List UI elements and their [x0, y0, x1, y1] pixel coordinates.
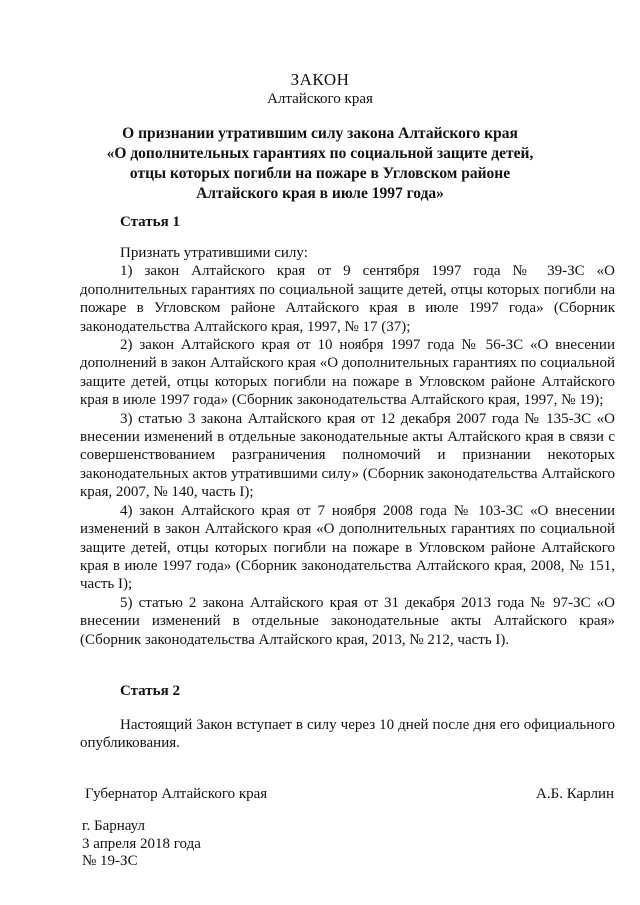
document-region: Алтайского края: [267, 91, 373, 107]
article-1-item: 3) статью 3 закона Алтайского края от 12 декабря 2007 года № 135-ЗС «О внесении изменений в отдельные законодательные акты Алтайского края в связи с совершенствованием разграничения полномочий и признании некоторых законодательных актов утратившими силу» (Сборник законодательства Алтайского края, 2007, № 140, часть I);: [80, 410, 616, 501]
article-2-text: Настоящий Закон вступает в силу через 10 дней после дня его официального опубликования.: [80, 717, 615, 752]
article-1-item: 5) статью 2 закона Алтайского края от 31 декабря 2013 года № 97-ЗС «О внесении изменений в отдельные законодательные акты Алтайского края» (Сборник законодательства Алтайского края, 2013, № 212, часть I).: [80, 594, 615, 648]
signatory-position: Губернатор Алтайского края: [85, 786, 268, 802]
title-line: Алтайского края в июле 1997 года»: [196, 185, 444, 202]
article-1-body: [80, 244, 615, 649]
article-2-heading: Статья 2: [120, 683, 180, 699]
title-line: отцы которых погибли на пожаре в Угловском районе: [129, 165, 511, 182]
article-1-item: 1) закон Алтайского края от 9 сентября 1997 года № 39-ЗС «О дополнительных гарантиях по социальной защите детей, отцы которых погибли на пожаре в Угловском районе Алтайского края в июле 1997 года» (Сборник законодательства Алтайского края, 1997, № 17 (37);: [80, 263, 615, 335]
date: 3 апреля 2018 года: [82, 835, 201, 852]
article-1-intro: Признать утратившими силу:: [120, 245, 308, 261]
article-1-item: 2) закон Алтайского края от 10 ноября 1997 года № 56-ЗС «О внесении дополнений в закон Алтайского края «О дополнительных гарантиях по социальной защите детей, отцы которых погибли на пожаре в Угловском районе Алтайского края в июле 1997 года» (Сборник законодательства Алтайского края, 1997, № 19);: [80, 337, 615, 409]
city: г. Барнаул: [82, 818, 145, 834]
document-title: [60, 124, 580, 204]
law-number: № 19-ЗС: [82, 853, 138, 869]
article-1-item: 4) закон Алтайского края от 7 ноября 2008 года № 103-ЗС «О внесении изменений в закон Алтайского края «О дополнительных гарантиях по социальной защите детей, отцы которых погибли на пожаре в Угловском районе Алтайского края в июле 1997 года» (Сборник законодательства Алтайского края, 2008, № 151, часть I);: [80, 502, 615, 593]
article-1-heading: Статья 1: [120, 214, 180, 230]
article-2-body: [80, 716, 615, 753]
signatory-name: А.Б. Карлин: [536, 786, 615, 802]
place-date-block: [82, 818, 201, 871]
title-line: «О дополнительных гарантиях по социальной защите детей,: [106, 145, 534, 162]
document-type: ЗАКОН: [290, 70, 350, 89]
title-line: О признании утратившим силу закона Алтайского края: [122, 125, 518, 142]
